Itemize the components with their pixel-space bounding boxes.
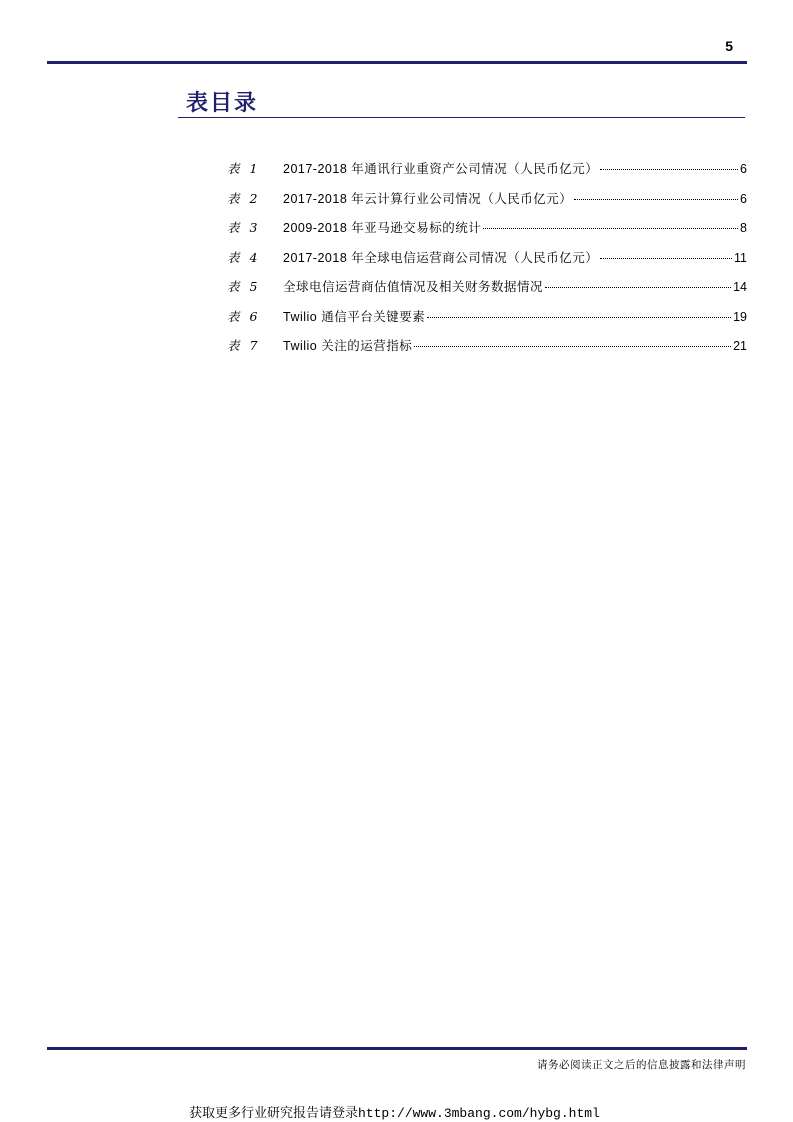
toc-entry-4[interactable]	[227, 248, 747, 278]
title-rule	[178, 117, 745, 118]
toc-leader	[600, 258, 732, 259]
toc-entry-label: 表 1	[227, 161, 261, 176]
toc-entry-title: 2017-2018 年云计算行业公司情况（人民币亿元）	[283, 191, 573, 206]
disclaimer-text: 请务必阅读正文之后的信息披露和法律声明	[537, 1059, 746, 1071]
toc-leader	[574, 199, 738, 200]
toc-entry-2[interactable]	[227, 189, 747, 219]
toc-entry-page: 8	[740, 221, 747, 235]
toc-leader	[600, 169, 738, 170]
toc-entry-7[interactable]	[227, 336, 747, 366]
toc-entry-title: 全球电信运营商估值情况及相关财务数据情况	[283, 280, 544, 294]
toc-entry-title: 2009-2018 年亚马逊交易标的统计	[283, 221, 482, 235]
toc-entry-title: 2017-2018 年全球电信运营商公司情况（人民币亿元）	[283, 250, 599, 265]
toc-entry-1[interactable]	[227, 159, 747, 189]
toc-entry-6[interactable]	[227, 307, 747, 337]
toc-entry-label: 表 4	[227, 249, 261, 265]
toc-entry-title: 2017-2018 年通讯行业重资产公司情况（人民币亿元）	[283, 162, 599, 176]
toc-entry-label: 表 7	[227, 338, 261, 353]
toc-leader	[545, 287, 731, 288]
toc-entry-label: 表 6	[227, 308, 261, 324]
toc-entry-page: 19	[733, 309, 747, 324]
header-rule	[47, 61, 747, 64]
toc-entry-page: 14	[733, 280, 747, 294]
toc-entry-label: 表 5	[227, 279, 261, 294]
toc-entry-page: 6	[740, 162, 747, 176]
toc-entry-title: Twilio 通信平台关键要素	[283, 309, 426, 324]
toc-entry-page: 11	[734, 250, 747, 265]
toc-entry-page: 6	[740, 191, 747, 206]
toc-entry-label: 表 2	[227, 190, 261, 206]
toc-list	[227, 159, 747, 366]
toc-leader	[414, 346, 731, 347]
promo-link[interactable]: http://www.3mbang.com/hybg.html	[358, 1106, 600, 1121]
toc-leader	[483, 228, 738, 229]
page-number: 5	[725, 38, 733, 54]
toc-entry-label: 表 3	[227, 220, 261, 235]
promo-text: 获取更多行业研究报告请登录	[189, 1106, 359, 1121]
toc-entry-5[interactable]	[227, 277, 747, 307]
promo-line	[189, 1102, 600, 1121]
toc-entry-page: 21	[733, 339, 747, 353]
toc-entry-title: Twilio 关注的运营指标	[283, 339, 413, 353]
footer-rule	[47, 1047, 747, 1050]
toc-title: 表目录	[186, 90, 259, 116]
toc-entry-3[interactable]	[227, 218, 747, 248]
toc-leader	[427, 317, 731, 318]
